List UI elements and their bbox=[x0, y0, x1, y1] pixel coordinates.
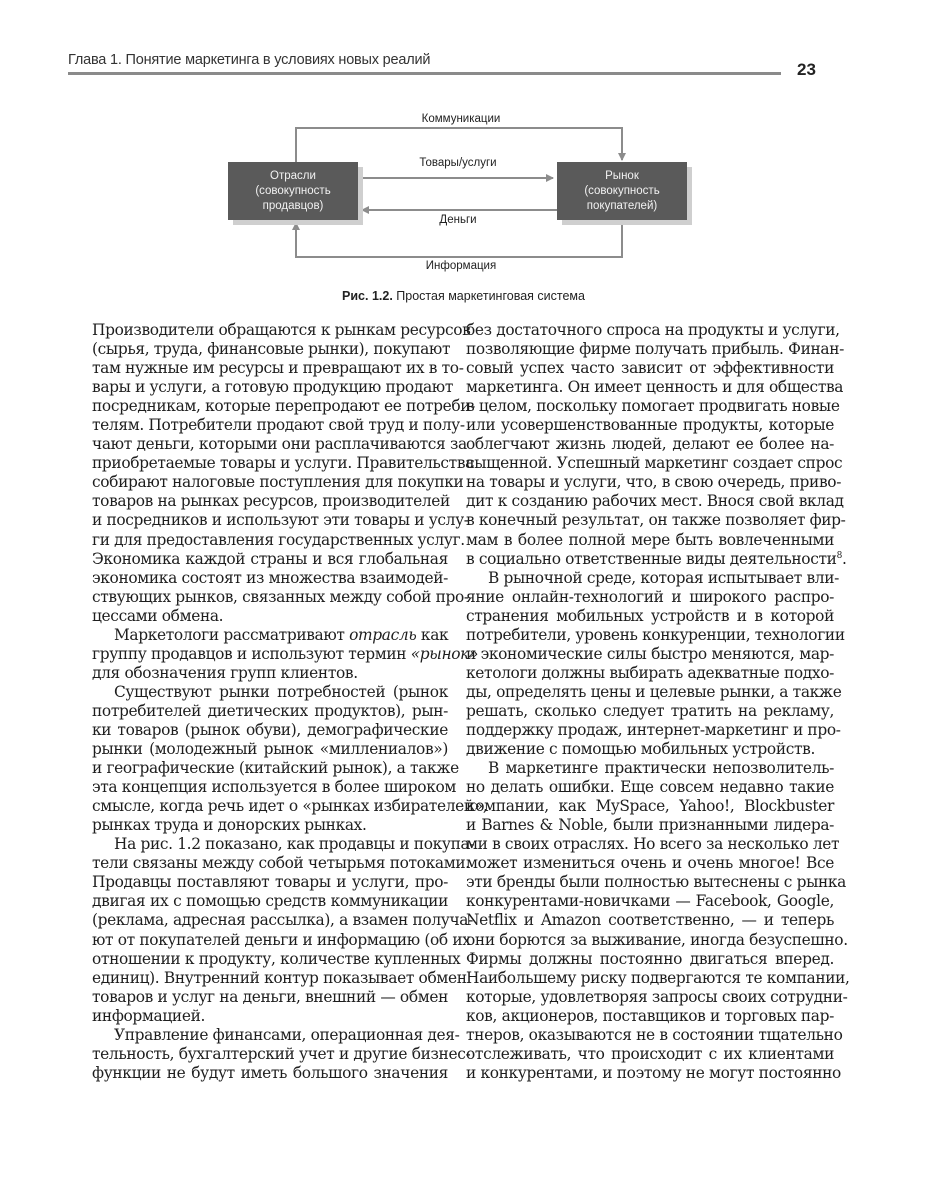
text-line: Экономика каждой страны и вся глобальная bbox=[92, 549, 448, 568]
text-line: странения мобильных устройств и в которой bbox=[466, 606, 834, 625]
sellers-box bbox=[228, 162, 358, 220]
text-line: Netflix и Amazon соответственно, — и теперь bbox=[466, 911, 834, 930]
text-line: отношении к продукту, количестве купленных bbox=[92, 949, 461, 968]
text-line: и Barnes & Noble, были признанными лидера- bbox=[466, 816, 834, 835]
text-line: Продавцы поставляют товары и услуги, про- bbox=[92, 873, 448, 892]
text-line: В рыночной среде, которая испытывает вли- bbox=[488, 568, 839, 587]
text-line: но делать ошибки. Еще совсем недавно такие bbox=[466, 778, 834, 797]
running-head: Глава 1. Понятие маркетинга в условиях новых реалий bbox=[68, 52, 431, 68]
text-line: товаров и услуг на деньги, внешний — обмен bbox=[92, 987, 449, 1006]
text-line: собирают налоговые поступления для покупки bbox=[92, 473, 464, 492]
text-line: эта концепция используется в более широком bbox=[92, 778, 457, 797]
text-line: информацией. bbox=[92, 1006, 206, 1025]
text-line: ствующих рынков, связанных между собой про- bbox=[92, 587, 469, 606]
text-line: экономика состоят из множества взаимодей- bbox=[92, 568, 448, 587]
text-line: которые, удовлетворяя запросы своих сотрудни- bbox=[466, 987, 848, 1006]
buyers-box-line: покупателей) bbox=[586, 199, 658, 212]
text-line: ков, акционеров, поставщиков и торговых пар- bbox=[466, 1006, 834, 1025]
text-line: приобретаемые товары и услуги. Правительства bbox=[92, 454, 474, 473]
goods-label: Товары/услуги bbox=[419, 157, 497, 169]
text-line: двигая их с помощью средств коммуникации bbox=[92, 892, 448, 911]
text-line: товаров на рынках ресурсов, производителей bbox=[92, 492, 450, 511]
text-line: рынки (молодежный рынок «миллениалов») bbox=[92, 740, 448, 759]
text-segment: группу продавцов и используют термин bbox=[92, 644, 411, 663]
text-line: вары и услуги, а готовую продукцию продают bbox=[92, 378, 454, 397]
text-line: функции не будут иметь большого значения bbox=[92, 1063, 448, 1082]
text-line: ют от покупателей деньги и информацию (об их bbox=[92, 930, 471, 949]
paragraph bbox=[466, 759, 850, 1083]
text-line: смысле, когда речь идет о «рынках избирателей», bbox=[92, 797, 488, 816]
text-line: яние онлайн-технологий и широкого распро- bbox=[466, 587, 834, 606]
text-line: для обозначения групп клиентов. bbox=[92, 663, 358, 682]
text-line: единиц). Внутренний контур показывает обмен bbox=[92, 968, 467, 987]
text-line: Управление финансами, операционная дея- bbox=[114, 1025, 460, 1044]
page-number: 23 bbox=[797, 60, 816, 79]
text-segment: в социально ответственные виды деятельности bbox=[466, 549, 837, 568]
text-line: кетологи должны выбирать адекватные подхо- bbox=[466, 663, 834, 682]
text-line: чают деньги, которыми они расплачиваются за bbox=[92, 435, 467, 454]
text-line: потребители, уровень конкуренции, технологии bbox=[466, 625, 845, 644]
text-line: ги для предоставления государственных услуг. bbox=[92, 530, 465, 549]
text-line: мам в более полной мере быть вовлеченными bbox=[466, 530, 834, 549]
text-line: может измениться очень и очень многое! Все bbox=[466, 854, 834, 873]
text-line: тельность, бухгалтерский учет и другие бизнес- bbox=[92, 1044, 471, 1063]
text-line: поддержку продаж, интернет-маркетинг и про- bbox=[466, 720, 841, 739]
emphasis: «рынок» bbox=[410, 644, 479, 663]
text-line: (сырья, труда, финансовые рынки), покупают bbox=[92, 340, 451, 359]
text-line: совый успех часто зависит от эффективности bbox=[466, 359, 834, 378]
buyers-box bbox=[557, 162, 687, 220]
text-line: или усовершенствованные продукты, которые bbox=[466, 416, 834, 435]
text-line bbox=[466, 549, 847, 569]
paragraph bbox=[92, 321, 476, 626]
text-line: (реклама, адресная рассылка), а взамен получа- bbox=[92, 911, 473, 930]
text-line: Наибольшему риску подвергаются те компании, bbox=[466, 968, 850, 987]
text-line bbox=[92, 644, 479, 664]
text-line: компании, как MySpace, Yahoo!, Blockbuster bbox=[466, 797, 834, 816]
text-segment: как bbox=[416, 625, 449, 644]
text-line: рынках труда и донорских рынках. bbox=[92, 816, 367, 835]
text-line: цессами обмена. bbox=[92, 606, 224, 625]
paragraph bbox=[92, 835, 475, 1025]
text-line: в конечный результат, он также позволяет фир- bbox=[466, 511, 846, 530]
text-line: в целом, поскольку помогает продвигать новые bbox=[466, 397, 840, 416]
text-line: сыщенной. Успешный маркетинг создает спрос bbox=[466, 454, 843, 473]
text-column-right bbox=[466, 321, 850, 1083]
paragraph bbox=[466, 321, 847, 569]
marketing-system-diagram bbox=[0, 0, 927, 320]
emphasis: отрасль bbox=[349, 625, 417, 644]
caption-text: Простая маркетинговая система bbox=[392, 289, 585, 303]
text-line: ды, определять цены и целевые рынки, а также bbox=[466, 682, 842, 701]
buyers-box-line: Рынок bbox=[605, 169, 639, 182]
communications-label: Коммуникации bbox=[421, 113, 501, 125]
text-line: эти бренды были полностью вытеснены с рынка bbox=[466, 873, 846, 892]
text-line: В маркетинге практически непозволитель- bbox=[488, 759, 834, 778]
text-line: На рис. 1.2 показано, как продавцы и покупа- bbox=[114, 835, 475, 854]
text-line: и посредников и используют эти товары и услу- bbox=[92, 511, 469, 530]
buyers-box-line: (совокупность bbox=[584, 184, 660, 197]
text-line: движение с помощью мобильных устройств. bbox=[466, 740, 816, 759]
text-line: ки товаров (рынок обуви), демографические bbox=[92, 720, 448, 739]
text-line: конкурентами-новичками — Facebook, Google, bbox=[466, 892, 834, 911]
text-column-left bbox=[92, 321, 488, 1083]
text-line: и географические (китайский рынок), а также bbox=[92, 759, 459, 778]
caption-label: Рис. 1.2. bbox=[342, 289, 393, 303]
paragraph bbox=[92, 682, 488, 835]
text-line: маркетинга. Он имеет ценность и для общества bbox=[466, 378, 844, 397]
paragraph bbox=[92, 625, 479, 683]
text-line: Фирмы должны постоянно двигаться вперед. bbox=[466, 949, 834, 968]
figure-caption bbox=[0, 289, 927, 303]
text-line: тнеров, оказываются не в состоянии тщательно bbox=[466, 1025, 843, 1044]
text-line: ми в своих отраслях. Но всего за несколько лет bbox=[466, 835, 840, 854]
text-line: решать, сколько следует тратить на рекламу, bbox=[466, 701, 834, 720]
paragraph bbox=[466, 568, 845, 759]
text-line: отслеживать, что происходит с их клиентами bbox=[466, 1044, 834, 1063]
text-line: там нужные им ресурсы и превращают их в то- bbox=[92, 359, 464, 378]
text-line: на товары и услуги, что, в свою очередь, приво- bbox=[466, 473, 842, 492]
sellers-box-line: продавцов) bbox=[262, 199, 324, 212]
text-line: посредникам, которые перепродают ее потреби- bbox=[92, 397, 476, 416]
paragraph bbox=[92, 1025, 471, 1083]
text-line: тели связаны между собой четырьмя потоками. bbox=[92, 854, 470, 873]
text-line: телям. Потребители продают свой труд и полу- bbox=[92, 416, 465, 435]
text-line: они борются за выживание, иногда безуспешно. bbox=[466, 930, 848, 949]
text-line: потребителей диетических продуктов), рын- bbox=[92, 701, 448, 720]
text-line: Производители обращаются к рынкам ресурсов bbox=[92, 321, 471, 339]
sellers-box-line: (совокупность bbox=[255, 184, 331, 197]
text-line bbox=[92, 626, 448, 645]
text-line: Существуют рынки потребностей (рынок bbox=[114, 682, 448, 701]
sellers-box-line: Отрасли bbox=[270, 169, 316, 182]
footnote-ref: 8 bbox=[836, 550, 842, 561]
text-line: и экономические силы быстро меняются, мар- bbox=[466, 644, 834, 663]
text-line: позволяющие фирме получать прибыль. Финан- bbox=[466, 340, 844, 359]
text-line: облегчают жизнь людей, делают ее более на- bbox=[466, 435, 834, 454]
money-label: Деньги bbox=[439, 214, 477, 226]
information-label: Информация bbox=[425, 260, 497, 272]
text-segment: . bbox=[841, 549, 847, 568]
text-line: и конкурентами, и поэтому не могут постоянно bbox=[466, 1063, 841, 1082]
text-segment: Маркетологи рассматривают bbox=[114, 625, 350, 644]
text-line: без достаточного спроса на продукты и услуги, bbox=[466, 321, 840, 339]
text-line: дит к созданию рабочих мест. Внося свой вклад bbox=[466, 492, 844, 511]
